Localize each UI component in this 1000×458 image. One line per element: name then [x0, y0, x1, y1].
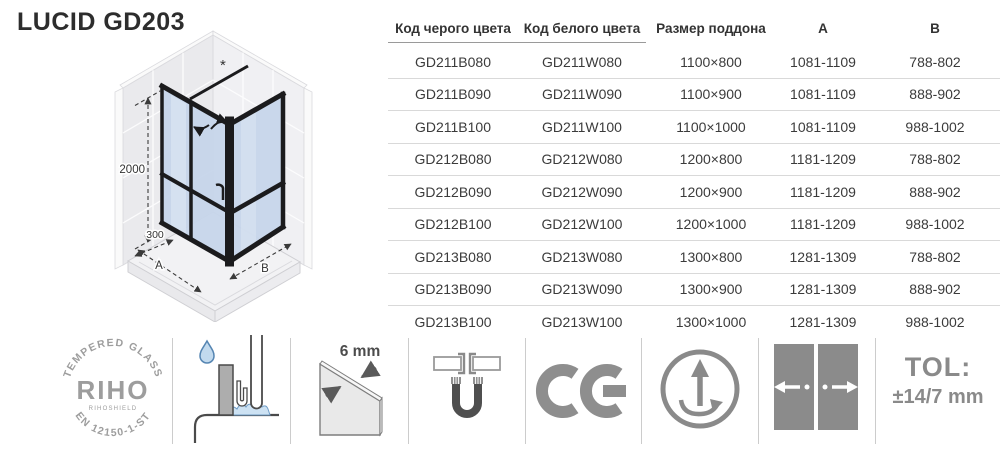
cell-black-code: GD211B100 [414, 118, 491, 135]
table-row [388, 240, 1000, 273]
cell-black-code: GD212B090 [414, 183, 492, 200]
cell-tray-size: 1100×800 [680, 53, 742, 70]
col-header-black-code: Код черого цвета [395, 21, 511, 36]
spec-table [388, 14, 1000, 338]
reversible-installation-icon [655, 344, 745, 434]
badge-strip [0, 330, 1000, 458]
cell-dim-a: 1081-1109 [790, 86, 856, 103]
cell-dim-b: 888-902 [909, 281, 961, 298]
cell-white-code: GD213W100 [541, 313, 623, 330]
water-drainage-profile-icon [185, 335, 280, 443]
cell-tray-size: 1100×900 [680, 86, 742, 103]
ce-mark-icon [535, 352, 635, 430]
table-row [388, 78, 1000, 111]
cell-tray-size: 1300×900 [679, 281, 743, 298]
magnetic-closure-icon [428, 345, 506, 430]
tolerance-badge [878, 352, 998, 409]
cell-white-code: GD211W100 [542, 118, 622, 135]
cell-dim-a: 1281-1309 [789, 313, 857, 330]
table-row [388, 273, 1000, 306]
header-underline [388, 42, 646, 43]
col-header-white-code: Код белого цвета [523, 21, 641, 36]
cell-dim-b: 788-802 [909, 151, 961, 168]
tolerance-value: ±14/7 mm [892, 386, 984, 408]
cell-dim-b: 788-802 [909, 248, 961, 265]
stamp-arc-bottom-text: EN 12150-1-ST [72, 409, 154, 440]
glass-thickness-icon [310, 338, 402, 440]
cell-dim-a: 1081-1109 [790, 118, 856, 135]
stamp-subbrand-text: RIHOSHIELD [88, 406, 138, 412]
table-row [388, 175, 1000, 208]
table-row [388, 143, 1000, 176]
depth-dimension-label: 300 [146, 229, 164, 241]
badge-divider [408, 338, 409, 444]
water-drop-icon [200, 341, 214, 363]
cell-dim-a: 1281-1309 [789, 248, 857, 265]
cell-dim-b: 988-1002 [905, 118, 965, 135]
cell-tray-size: 1200×900 [679, 183, 743, 200]
height-dimension-label: 2000 [119, 164, 145, 176]
cell-black-code: GD211B090 [414, 86, 491, 103]
badge-divider [641, 338, 642, 444]
stamp-arc-top-text: TEMPERED GLASS [61, 336, 165, 380]
page-title: LUCID GD203 [17, 8, 186, 36]
cell-dim-b: 888-902 [909, 183, 961, 200]
cell-black-code: GD213B100 [414, 313, 492, 330]
shower-enclosure-isometric-diagram [75, 22, 385, 322]
riho-tempered-glass-stamp-icon [56, 334, 170, 448]
table-header-row [388, 14, 1000, 42]
badge-divider [875, 338, 876, 444]
cell-white-code: GD213W090 [541, 281, 623, 298]
col-header-tray-size: Размер поддона [656, 21, 766, 36]
cell-dim-b: 988-1002 [905, 313, 965, 330]
adjustable-width-icon [770, 342, 862, 432]
cell-tray-size: 1300×1000 [675, 313, 747, 330]
cell-white-code: GD212W090 [541, 183, 623, 200]
cell-dim-a: 1281-1309 [789, 281, 857, 298]
cell-white-code: GD213W080 [541, 248, 623, 265]
cell-white-code: GD212W100 [541, 216, 623, 233]
cell-white-code: GD211W080 [542, 53, 622, 70]
cell-dim-a: 1081-1109 [790, 53, 856, 70]
cell-tray-size: 1100×1000 [676, 118, 746, 135]
col-header-a: A [818, 21, 828, 36]
cell-dim-a: 1181-1209 [790, 216, 856, 233]
table-row [388, 208, 1000, 241]
table-row [388, 46, 1000, 78]
cell-white-code: GD211W090 [542, 86, 622, 103]
cell-black-code: GD213B090 [414, 281, 492, 298]
cell-black-code: GD213B080 [414, 248, 492, 265]
cell-dim-a: 1181-1209 [790, 183, 856, 200]
cell-dim-b: 788-802 [909, 53, 961, 70]
cell-tray-size: 1200×800 [679, 151, 743, 168]
asterisk-marker: * [220, 57, 226, 74]
table-row [388, 110, 1000, 143]
badge-divider [172, 338, 173, 444]
cell-dim-b: 888-902 [909, 86, 961, 103]
tolerance-label: TOL: [904, 352, 972, 382]
svg-text:EN 12150-1-ST [73, 410, 154, 439]
cell-tray-size: 1300×800 [679, 248, 743, 265]
col-header-b: B [930, 21, 940, 36]
cell-black-code: GD212B080 [414, 151, 492, 168]
table-body [388, 46, 1000, 338]
cell-dim-b: 988-1002 [905, 216, 965, 233]
width-b-dimension-label: B [261, 263, 269, 275]
cell-black-code: GD211B080 [414, 53, 491, 70]
width-a-dimension-label: A [155, 260, 163, 272]
cell-black-code: GD212B100 [414, 216, 492, 233]
badge-divider [758, 338, 759, 444]
stamp-brand-text: RIHO [76, 375, 150, 405]
badge-divider [525, 338, 526, 444]
glass-thickness-label: 6 mm [339, 343, 381, 360]
cell-tray-size: 1200×1000 [675, 216, 747, 233]
svg-text:TEMPERED GLASS [61, 337, 165, 380]
cell-white-code: GD212W080 [541, 151, 623, 168]
badge-divider [290, 338, 291, 444]
cell-dim-a: 1181-1209 [790, 151, 856, 168]
